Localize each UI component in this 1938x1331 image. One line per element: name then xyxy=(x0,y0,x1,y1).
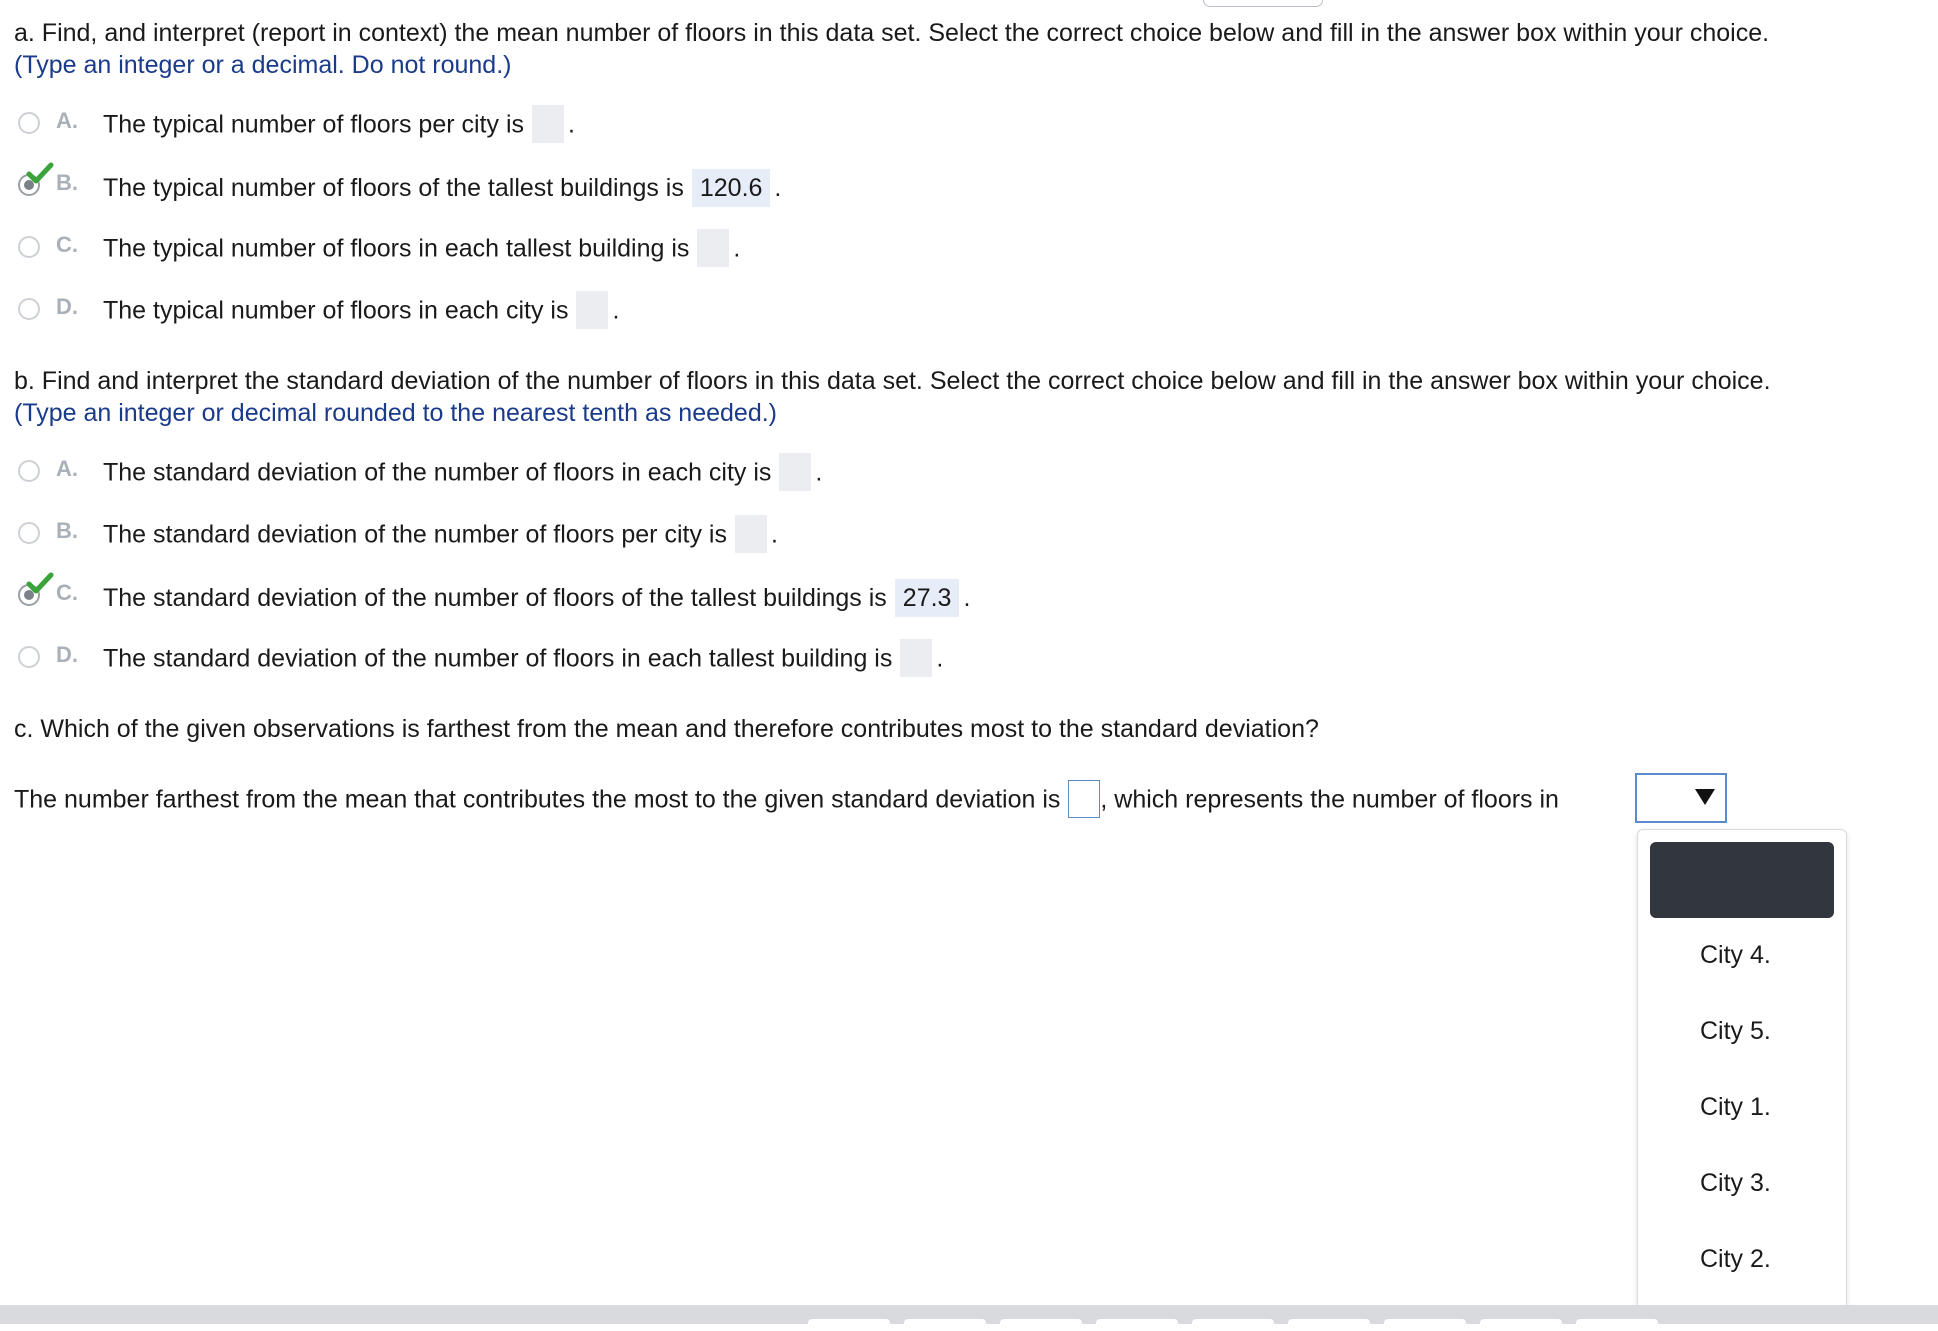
answer-box[interactable] xyxy=(697,229,729,267)
top-tab-edge xyxy=(1203,0,1323,7)
part-a-choice-b[interactable] xyxy=(16,164,1216,206)
choice-text: The standard deviation of the number of floors of the tallest buildings is 27.3 . xyxy=(103,579,970,617)
toolbar-button[interactable] xyxy=(904,1319,986,1331)
part-b-hint: (Type an integer or decimal rounded to the nearest tenth as needed.) xyxy=(14,399,777,427)
radio-button[interactable] xyxy=(18,522,40,544)
part-b-question: b. Find and interpret the standard deviation of the number of floors in this data set. Select the correct choice below and fill in the answer box within your choice. xyxy=(14,367,1771,395)
city-dropdown-menu xyxy=(1637,829,1847,1311)
part-b-choice-c[interactable] xyxy=(16,574,1216,616)
part-b-choice-a[interactable] xyxy=(16,450,1216,492)
choice-letter: D. xyxy=(56,642,78,667)
bottom-toolbar xyxy=(0,1305,1938,1324)
farthest-number-input[interactable] xyxy=(1068,780,1100,818)
toolbar-button[interactable] xyxy=(1288,1319,1370,1331)
choice-text: The typical number of floors in each city is . xyxy=(103,293,619,331)
checkmark-icon xyxy=(26,162,54,186)
answer-box[interactable] xyxy=(576,291,608,329)
toolbar-button[interactable] xyxy=(1000,1319,1082,1331)
radio-button[interactable] xyxy=(18,460,40,482)
answer-value[interactable]: 27.3 xyxy=(895,579,960,617)
part-a-choice-c[interactable] xyxy=(16,226,1216,268)
choice-text: The typical number of floors per city is . xyxy=(103,107,575,145)
part-b-choice-b[interactable] xyxy=(16,512,1216,554)
part-c-answer-sentence: The number farthest from the mean that contributes the most to the given standard deviation is , which represents the number of floors in xyxy=(14,782,1559,820)
choice-letter: B. xyxy=(56,518,78,543)
answer-value[interactable]: 120.6 xyxy=(692,169,771,207)
toolbar-button[interactable] xyxy=(1576,1319,1658,1331)
part-c-question: c. Which of the given observations is farthest from the mean and therefore contributes most to the standard deviation? xyxy=(14,715,1319,743)
toolbar-button[interactable] xyxy=(1096,1319,1178,1331)
triangle-down-icon xyxy=(1695,789,1715,805)
choice-letter: D. xyxy=(56,294,78,319)
toolbar-button[interactable] xyxy=(1480,1319,1562,1331)
toolbar-button[interactable] xyxy=(1384,1319,1466,1331)
answer-box[interactable] xyxy=(735,515,767,553)
choice-letter: B. xyxy=(56,170,78,195)
part-a-question: a. Find, and interpret (report in context) the mean number of floors in this data set. Select the correct choice below and fill in the answer box within your choice. xyxy=(14,19,1770,47)
radio-button[interactable] xyxy=(18,646,40,668)
choice-text: The typical number of floors in each tallest building is . xyxy=(103,231,740,269)
dropdown-option[interactable]: City 4. xyxy=(1700,941,1771,969)
answer-box[interactable] xyxy=(779,453,811,491)
choice-text: The standard deviation of the number of floors in each tallest building is . xyxy=(103,641,943,679)
dropdown-option[interactable]: City 5. xyxy=(1700,1017,1771,1045)
part-a-hint: (Type an integer or a decimal. Do not round.) xyxy=(14,51,512,79)
radio-button[interactable] xyxy=(18,298,40,320)
choice-text: The standard deviation of the number of floors per city is . xyxy=(103,517,778,555)
answer-box[interactable] xyxy=(532,105,564,143)
choice-text: The standard deviation of the number of floors in each city is . xyxy=(103,455,822,493)
choice-letter: C. xyxy=(56,580,78,605)
toolbar-button[interactable] xyxy=(1192,1319,1274,1331)
part-a-choice-a[interactable] xyxy=(16,102,1216,144)
dropdown-option[interactable]: City 1. xyxy=(1700,1093,1771,1121)
radio-button[interactable] xyxy=(18,112,40,134)
part-a-choice-d[interactable] xyxy=(16,288,1216,330)
dropdown-option[interactable]: City 2. xyxy=(1700,1245,1771,1273)
checkmark-icon xyxy=(26,572,54,596)
choice-text: The typical number of floors of the tallest buildings is 120.6 . xyxy=(103,169,781,207)
toolbar-button[interactable] xyxy=(808,1319,890,1331)
answer-box[interactable] xyxy=(900,639,932,677)
choice-letter: A. xyxy=(56,456,78,481)
part-b-choice-d[interactable] xyxy=(16,636,1216,678)
radio-button[interactable] xyxy=(18,236,40,258)
choice-letter: A. xyxy=(56,108,78,133)
dropdown-option[interactable]: City 3. xyxy=(1700,1169,1771,1197)
city-select[interactable] xyxy=(1635,773,1727,823)
dropdown-highlighted-option[interactable] xyxy=(1650,842,1834,918)
choice-letter: C. xyxy=(56,232,78,257)
